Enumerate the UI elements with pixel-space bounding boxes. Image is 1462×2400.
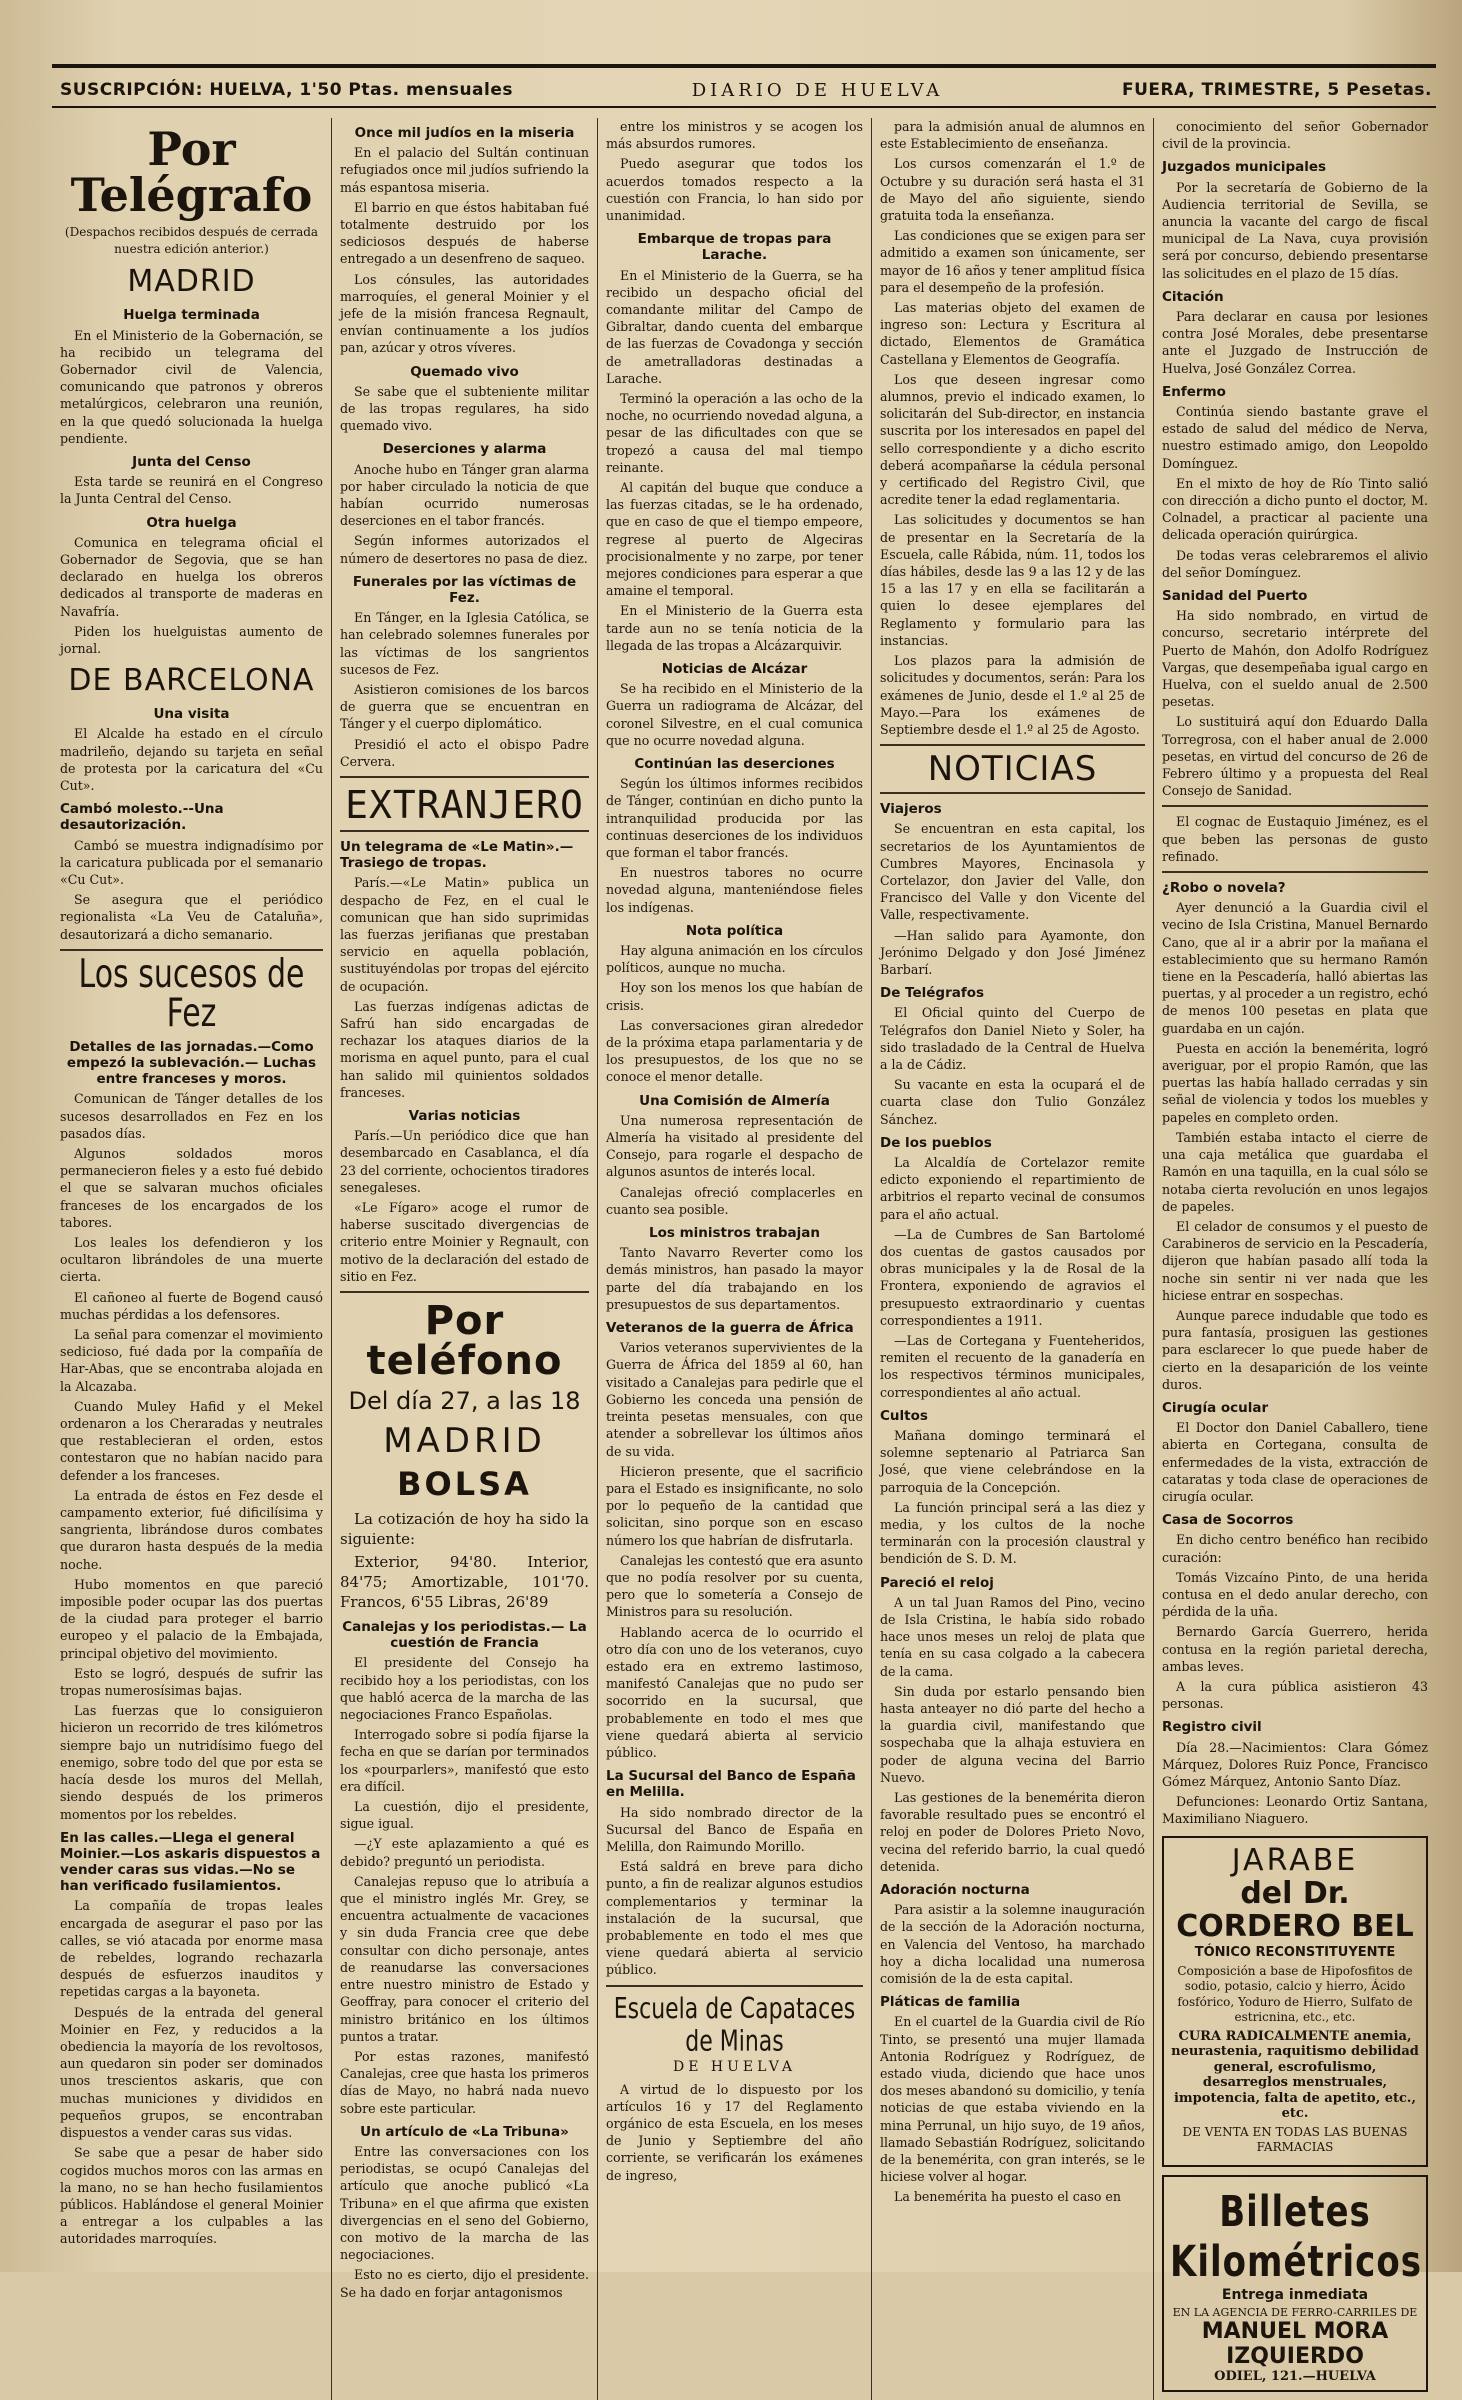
- article-text: En el Ministerio de la Guerra esta tarde aun no se tenía noticia de la llegada de las tropas a Alcázarquivir.: [606, 603, 863, 653]
- article-text: Ayer denunció a la Guardia civil el vecino de Isla Cristina, Manuel Bernardo Cano, que al ir a abrir por la mañana el establecimiento que su hermano Ramón tiene en la Pescadería, halló abiertas las puertas, y al proceder a un registro, echó de menos 100 pesetas en plata que guardaba en un cajón.: [1162, 900, 1428, 1036]
- section-subtitle: DE HUELVA: [672, 2058, 797, 2075]
- article-text: El presidente del Consejo ha recibido hoy a los periodistas, con los que habló acerca de la marcha de las negociaciones Franco Españolas.: [340, 1655, 589, 1723]
- article-heading: Una Comisión de Almería: [639, 1092, 830, 1109]
- divider: [340, 1291, 589, 1293]
- article-text: Hay alguna animación en los círculos políticos, aunque no mucha.: [606, 943, 863, 976]
- article-heading: ¿Robo o novela?: [1162, 880, 1286, 897]
- article-heading: Quemado vivo: [410, 363, 519, 380]
- article-heading: Veteranos de la guerra de África: [606, 1320, 854, 1337]
- article-text: Las gestiones de la benemérita dieron favorable resultado pues se encontró el reloj en poder de Dolores Prieto Novo, vecina del referido barrio, la cual quedó detenida.: [880, 1790, 1145, 1874]
- article-text: A virtud de lo dispuesto por los artículos 16 y 17 del Reglamento orgánico de esta Escuela, en los meses de Junio y Septiembre del año corriente, se verificarán los exámenes de ingreso,: [606, 2081, 863, 2183]
- article-text: El barrio en que éstos habitaban fué totalmente destruido por los sediciosos después de haberse entregado a un desenfreno de saqueo.: [340, 199, 589, 267]
- ad-manuel: MANUEL MORA IZQUIERDO: [1201, 2318, 1389, 2369]
- article-text: —La de Cumbres de San Bartolomé dos cuentas de gastos causados por obras municipales y la de Rosal de la Frontera, exponiendo de agravios el presupuesto extraordinario y cuentas correspondientes a 1911.: [880, 1226, 1145, 1328]
- article-heading: Detalles de las jornadas.—Como empezó la sublevación.— Luchas entre franceses y moros.: [66, 1038, 317, 1088]
- article-text: para la admisión anual de alumnos en este Establecimiento de enseñanza.: [880, 119, 1145, 152]
- article-text: Hablando acerca de lo ocurrido el otro día con uno de los veteranos, cuyo estado era en extremo lastimoso, manifestó Canalejas que no pudo ser socorrido en la sucursal, que probablemente en todo el mes que viene quedará abierta al servicio público.: [606, 1624, 863, 1760]
- date-line: Del día 27, a las 18: [348, 1387, 581, 1416]
- article-text: El Doctor don Daniel Caballero, tiene abierta en Cortegana, consulta de enfermedades de la vista, extracción de cataratas y toda clase de operaciones de cirugía ocular.: [1162, 1420, 1428, 1504]
- article-text: Esto se logró, después de sufrir las tropas numerosísimas bajas.: [60, 1665, 323, 1699]
- article-text: Defunciones: Leonardo Ortiz Santana, Maximiliano Niaguero.: [1162, 1794, 1428, 1827]
- article-text: Comunican de Tánger detalles de los sucesos desarrollados en Fez en los pasados días.: [60, 1091, 323, 1141]
- article-text: A un tal Juan Ramos del Pino, vecino de Isla Cristina, le había sido robado hace unos meses un reloj de plata que tenía en su casa colgado a la cabecera de la cama.: [880, 1594, 1145, 1679]
- article-text: También estaba intacto el cierre de una caja metálica que guardaba el Ramón en una taquilla, en la cual sólo se notaba cierta revolución en unos legajos de papeles.: [1162, 1129, 1428, 1214]
- article-text: La entrada de éstos en Fez desde el campamento exterior, fué dificilísima y sangrienta, librándose duros combates que duraron hasta después de la media noche.: [60, 1487, 323, 1572]
- column-5: [1154, 118, 1436, 2400]
- article-heading: Pareció el reloj: [880, 1574, 994, 1591]
- article-text: Se ha recibido en el Ministerio de la Guerra un radiograma de Alcázar, del coronel Silvestre, en el cual comunica que no ocurre novedad alguna.: [606, 681, 863, 748]
- article-heading: Cambó molesto.--Una desautorización.: [60, 801, 224, 834]
- article-text: Se sabe que a pesar de haber sido cogidos muchos moros con las armas en la mano, no se han hecho fusilamientos públicos. Hablándose el general Moinier a entregar a los culpables a las autoridades marroquíes.: [60, 2145, 323, 2247]
- article-text: Por la secretaría de Gobierno de la Audiencia territorial de Sevilla, se anuncia la vacante del cargo de fiscal municipal de La Nava, cuya provisión será por concurso, debiendo presentarse las solicitudes en el plazo de 15 días.: [1162, 179, 1428, 281]
- article-text: Mañana domingo terminará el solemne septenario al Patriarca San José, que viene celebrándose en la parroquia de la Concepción.: [880, 1427, 1145, 1495]
- article-text: En el Ministerio de la Gobernación, se ha recibido un telegrama del Gobernador civil de Valencia, comunicando que patronos y obreros metalúrgicos, celebraron una reunión, en la que quedó solucionada la huelga pendiente.: [60, 327, 323, 446]
- article-text: Las solicitudes y documentos se han de presentar en la Secretaría de la Escuela, calle Rábida, núm. 11, todos los días hábiles, desde las 9 a las 12 y de las 15 a las 17 y en ella se facilitarán a quien lo desee ejemplares del Reglamento y formulario para las instancias.: [880, 512, 1145, 648]
- ad-composition: Composición a base de Hipofosfitos de sodio, potasio, calcio y hierro, Ácido fosfórico, Yoduro de Hierro, Sulfato de estricnina, etc., etc.: [1177, 1963, 1413, 2025]
- article-text: Su vacante en esta la ocupará el de cuarta clase don Tulio González Sánchez.: [880, 1077, 1145, 1127]
- article-text: París.—«Le Matin» publica un despacho de Fez, en el cual le comunican que han sido suprimidas las fuerzas jerifianas que prestaban servicio en aquella población, sustituyéndolas por tropas del ejército de ocupación.: [340, 875, 589, 994]
- article-text: Las fuerzas que lo consiguieron hicieron un recorrido de tres kilómetros siempre bajo un nutridísimo fuego del enemigo, sobre todo del que por esta se hacía desde los muros del Mellah, siendo después de los primeros momentos por los rebeldes.: [60, 1703, 323, 1822]
- article-text: Hicieron presente, que el sacrificio para el Estado es insignificante, no solo por lo pequeño de la cantidad que solicitan, sino porque son en escaso número los que habrían de disfrutarla.: [606, 1463, 863, 1548]
- article-text: Según informes autorizados el número de desertores no pasa de diez.: [340, 533, 589, 566]
- article-text: Puesta en acción la benemérita, logró averiguar, por el propio Ramón, que las puertas las había hallado cerradas y sin señal de violencia y todos los muebles y papeles en completo orden.: [1162, 1040, 1428, 1125]
- article-text: Ha sido nombrado, en virtud de concurso, secretario intérprete del Puerto de Mahón, don Adolfo Rodríguez Vargas, que desempeñaba igual cargo en Huelva, con el sueldo anual de 2.500 pesetas.: [1162, 608, 1428, 710]
- article-text: En Tánger, en la Iglesia Católica, se han celebrado solemnes funerales por las víctimas de los sangrientos sucesos de Fez.: [340, 610, 589, 677]
- article-text: Esto no es cierto, dijo el presidente. Se ha dado en forjar antagonismos: [340, 2267, 589, 2300]
- article-heading: De Telégrafos: [880, 985, 985, 1002]
- article-text: Cuando Muley Hafid y el Mekel ordenaron a los Cheraradas y neutrales que restablecieran el orden, estos contestaron que no habían nacido para defender a los franceses.: [60, 1398, 323, 1483]
- article-heading: Viajeros: [880, 801, 942, 818]
- article-text: En el palacio del Sultán continuan refugiados once mil judíos sufriendo la más espantosa miseria.: [340, 145, 589, 195]
- article-text: Canalejas repuso que lo atribuía a que el ministro inglés Mr. Grey, se encuentra actualmente de vacaciones y sin duda Francia cree que debe consultar con dicho personaje, antes de reanudarse las conversaciones entre nuestro ministro de Estado y Geoffray, para conocer el criterio del ministro británico en los últimos puntos a tratar.: [340, 1873, 589, 2044]
- article-text: Canalejas les contestó que era asunto que no podía resolver por su cuenta, pero que lo sometería a Consejo de Ministros para su resolución.: [606, 1552, 863, 1620]
- jarabe-advertisement: [1162, 1836, 1428, 2167]
- article-text: Interrogado sobre si podía fijarse la fecha en que se darían por terminados los «pourparlers», manifestó que esto era difícil.: [340, 1727, 589, 1794]
- section-title: NOTICIAS: [880, 744, 1145, 794]
- article-text: Comunica en telegrama oficial el Gobernador de Segovia, que se han declarado en huelga los obreros dedicados al transporte de maderas en Navafría.: [60, 534, 323, 619]
- article-heading: Junta del Censo: [132, 454, 251, 471]
- article-text: Los cursos comenzarán el 1.º de Octubre y su duración será hasta el 31 de Mayo del año siguiente, siendo gratuita toda la enseñanza.: [880, 156, 1145, 224]
- article-text: Sin duda por estarlo pensando bien hasta anteayer no dió parte del hecho a la guardia civil, manifestando que sospechaba que la alhaja estuviera en poder de alguna vecina del Barrio Nuevo.: [880, 1683, 1145, 1785]
- ad-tonico-subtitle: TÓNICO RECONSTITUYENTE: [1194, 1944, 1396, 1960]
- article-heading: Canalejas y los periodistas.— La cuestión de Francia: [342, 1619, 587, 1652]
- article-heading: Pláticas de familia: [880, 1994, 1021, 2011]
- article-text: Está saldrá en breve para dicho punto, a fin de realizar algunos estudios complementarios y terminar la instalación de la sucursal, que probablemente en todo el mes que viene quedará abierta al servicio público.: [606, 1859, 863, 1978]
- section-title: Por teléfono: [366, 1298, 563, 1385]
- article-text: Aunque parece indudable que todo es pura fantasía, prosiguen las gestiones para esclarecer lo que puede haber de cierto en la desaparición de los veinte duros.: [1162, 1307, 1428, 1392]
- article-text: En el cuartel de la Guardia civil de Río Tinto, se presentó una mujer llamada Antonia Rodríguez y Rodríguez, de estado viuda, diciendo que hace unos dos meses abandonó su domicilio, y tenía noticias de que estaba viviendo en la mina Perrunal, un hijo suyo, de 19 años, llamado Sebastián Rodríguez, solicitando de la benemérita, con gran interés, se le hiciese volver al hogar.: [880, 2014, 1145, 2185]
- article-text: Los leales los defendieron y los ocultaron librándoles de una muerte cierta.: [60, 1235, 323, 1285]
- article-text: «Le Fígaro» acoge el rumor de haberse suscitado divergencias de criterio entre Moinier y Regnault, con motivo de la declaración del estado de sitio en Fez.: [340, 1200, 589, 1284]
- article-text: Las conversaciones giran alrededor de la próxima etapa parlamentaria y de los presupuestos, de los que no se conoce el menor detalle.: [606, 1017, 863, 1085]
- article-text: Tomás Vizcaíno Pinto, de una herida contusa en el dedo anular derecho, con pérdida de la uña.: [1162, 1569, 1428, 1620]
- article-text: A la cura pública asistieron 43 personas.: [1162, 1678, 1428, 1712]
- bolsa-heading: BOLSA: [397, 1465, 532, 1504]
- article-text: El Alcalde ha estado en el círculo madrileño, dejando su tarjeta en señal de protesta por la caricatura del «Cu Cut».: [60, 726, 323, 794]
- article-text: —Han salido para Ayamonte, don Jerónimo Delgado y don José Jiménez Barbarí.: [880, 927, 1145, 977]
- article-text: Los que deseen ingresar como alumnos, previo el indicado examen, lo solicitarán del Sub-director, en instancia suscrita por los interesados en papel del sello correspondiente y a dicho escrito deberá acompañarse la cédula personal y certificado del Registro Civil, que acredite tener la edad reglamentaria.: [880, 371, 1145, 508]
- article-heading: Enfermo: [1162, 383, 1226, 400]
- article-heading: Funerales por las víctimas de Fez.: [352, 573, 577, 607]
- article-heading: Un artículo de «La Tribuna»: [360, 2123, 569, 2140]
- article-text: De todas veras celebraremos el alivio del señor Domínguez.: [1162, 547, 1428, 580]
- article-text: Día 28.—Nacimientos: Clara Gómez Márquez, Dolores Ruiz Ponce, Francisco Gómez Márquez, Antonio Santo Díaz.: [1162, 1739, 1428, 1789]
- article-text: En dicho centro benéfico han recibido curación:: [1162, 1532, 1428, 1565]
- article-text: La Alcaldía de Cortelazor remite edicto exponiendo el repartimiento de arbitrios el reparto vecinal de consumos para el año actual.: [880, 1154, 1145, 1222]
- column-4: [872, 118, 1154, 2400]
- article-text: La cuestión, dijo el presidente, sigue igual.: [340, 1799, 589, 1832]
- article-text: En el Ministerio de la Guerra, se ha recibido un despacho oficial del comandante militar del Campo de Gibraltar, dando cuenta del embarque de las fuerzas de Covadonga y sección de ametralladoras destinadas a Larache.: [606, 267, 863, 386]
- column-2: [332, 118, 598, 2400]
- article-heading: Sanidad del Puerto: [1162, 588, 1308, 605]
- article-text: Anoche hubo en Tánger gran alarma por haber circulado la noticia de que habían ocurrido numerosas deserciones en el tabor francés.: [340, 461, 589, 529]
- article-text: Para asistir a la solemne inauguración de la sección de la Adoración nocturna, en Valencia del Ventoso, ha marchado hoy a dicha localidad una numerosa comisión de la de esta capital.: [880, 1902, 1145, 1987]
- divider: [1162, 805, 1428, 807]
- article-text: Por estas razones, manifestó Canalejas, cree que hasta los primeros días de Mayo, no habrá nada nuevo sobre este particular.: [340, 2048, 589, 2116]
- column-1: [52, 118, 332, 2400]
- ad-entrega: Entrega inmediata: [1221, 2286, 1369, 2303]
- article-text: —¿Y este aplazamiento a qué es debido? preguntó un periodista.: [340, 1836, 589, 1869]
- article-text: Continúa siendo bastante grave el estado de salud del médico de Nerva, nuestro estimado amigo, don Leopoldo Domínguez.: [1162, 404, 1428, 471]
- city-heading: MADRID: [383, 1421, 546, 1462]
- article-text: Los plazos para la admisión de solicitudes y documentos, serán: Para los exámenes de Junio, desde el 1.º al 25 de Mayo.—Para los exámenes de Septiembre desde el 1.º al 25 de Agosto.: [880, 653, 1145, 737]
- article-text: Puedo asegurar que todos los acuerdos tomados respecto a la cuestión con Francia, lo han sido por unanimidad.: [606, 156, 863, 224]
- article-heading: Casa de Socorros: [1162, 1512, 1294, 1529]
- article-heading: La Sucursal del Banco de España en Melilla.: [606, 1768, 856, 1801]
- article-text: Para declarar en causa por lesiones contra José Morales, debe presentarse ante el Juzgado de Instrucción de Huelva, José González Correa.: [1162, 309, 1428, 376]
- article-text: Las fuerzas indígenas adictas de Safrú han sido encargadas de rechazar los ataques diarios de la morisma en aquel punto, para el cual han salido mil quinientos soldados franceses.: [340, 998, 589, 1100]
- article-heading: Once mil judíos en la miseria: [354, 125, 575, 141]
- ad-cura: CURA RADICALMENTE anemia, neurastenia, raquitismo debilidad general, escrofulismo, desarreglos menstruales, impotencia, falta de apetito, etc., etc.: [1171, 2028, 1419, 2122]
- article-text: Presidió el acto el obispo Padre Cervera.: [340, 736, 589, 769]
- ad-agencia: EN LA AGENCIA DE FERRO-CARRILES DE: [1172, 2305, 1418, 2319]
- article-text: Hoy son los menos los que habían de crisis.: [606, 980, 863, 1013]
- article-heading: Cirugía ocular: [1162, 1399, 1269, 1416]
- section-title: Por Telégrafo: [70, 122, 313, 222]
- article-heading: Cultos: [880, 1407, 928, 1424]
- section-title: Escuela de Capataces de Minas: [613, 1993, 856, 2059]
- city-heading: MADRID: [127, 264, 256, 300]
- article-text: La función principal será a las diez y media, y los cultos de la noche terminarán con la procesión claustral y bendición de S. D. M.: [880, 1499, 1145, 1567]
- article-text: La benemérita ha puesto el caso en: [894, 2189, 1121, 2205]
- article-text: En nuestros tabores no ocurre novedad alguna, manteniéndose fieles los indígenas.: [606, 865, 863, 915]
- article-heading: De los pueblos: [880, 1134, 992, 1151]
- article-text: Ha sido nombrado director de la Sucursal del Banco de España en Melilla, don Raimundo Morillo.: [606, 1804, 863, 1854]
- masthead-rule-bottom: [52, 106, 1436, 108]
- article-heading: En las calles.—Llega el general Moinier.—Los askaris dispuestos a vender caras sus vidas.—No se han verificado fusilamientos.: [60, 1829, 321, 1895]
- article-text: Las condiciones que se exigen para ser admitido a examen son únicamente, ser mayor de 16 años y tener amplitud física para el desempeño de la profesión.: [880, 228, 1145, 295]
- article-heading: Continúan las deserciones: [634, 756, 835, 773]
- article-text: Según los últimos informes recibidos de Tánger, continúan en dicho punto la intranquilidad producida por las continuas deserciones de los individuos que forman el tabor francés.: [606, 776, 863, 861]
- billetes-advertisement: [1162, 2175, 1428, 2392]
- article-text: Se asegura que el periódico regionalista «La Veu de Cataluña», desautorizará a dicho semanario.: [60, 892, 323, 942]
- article-text: Piden los huelguistas aumento de jornal.: [60, 623, 323, 657]
- article-text: Una numerosa representación de Almería ha visitado al presidente del Consejo, para rogarle el despacho de algunos asuntos de interés local.: [606, 1112, 863, 1180]
- article-text: La compañía de tropas leales encargada de asegurar el paso por las calles, se vió atacada por enorme masa de rebeldes, logrando rechazarla después de esfuerzos inauditos y repetidas cargas a la bayoneta.: [60, 1898, 323, 2000]
- cognac-ad: El cognac de Eustaquio Jiménez, es el que beben las personas de gusto refinado.: [1162, 814, 1428, 864]
- article-heading: Registro civil: [1162, 1719, 1262, 1736]
- divider: [340, 776, 589, 778]
- divider: [60, 949, 323, 951]
- article-heading: Un telegrama de «Le Matin».— Trasiego de tropas.: [340, 839, 574, 872]
- ad-odiel-address: ODIEL, 121.—HUELVA: [1214, 2368, 1376, 2384]
- article-heading: Deserciones y alarma: [382, 441, 547, 458]
- article-text: Esta tarde se reunirá en el Congreso la Junta Central del Censo.: [60, 474, 323, 507]
- article-text: Las materias objeto del examen de ingreso son: Lectura y Escritura al dictado, Elementos de Gramática Castellana y Elementos de Geografía.: [880, 300, 1145, 367]
- article-text: Se encuentran en esta capital, los secretarios de los Ayuntamientos de Cumbres Mayores, Encinasola y Cortelazor, don Javier del Valle, don Francisco del Valle y don Vicente del Valle, respectivamente.: [880, 821, 1145, 923]
- article-text: Cambó se muestra indignadísimo por la caricatura publicada por el semanario «Cu Cut».: [60, 837, 323, 887]
- article-text: Bernardo García Guerrero, herida contusa en la región parietal derecha, ambas leves.: [1162, 1624, 1428, 1674]
- article-heading: Nota política: [685, 922, 784, 939]
- bolsa-intro: La cotización de hoy ha sido la siguiente:: [340, 1510, 589, 1549]
- article-text: —Las de Cortegana y Fuenteheridos, remiten el recuento de la ganadería en los respectivos términos municipales, correspondientes al año actual.: [880, 1332, 1145, 1400]
- ad-billetes-title: Billetes Kilométricos: [1170, 2186, 1422, 2287]
- article-text: Lo sustituirá aquí don Eduardo Dalla Torregrosa, con el haber anual de 2.000 pesetas, en virtud del concurso de 26 de Febrero último y a propuesta del Real Consejo de Sanidad.: [1162, 714, 1428, 799]
- article-text: Al capitán del buque que conduce a las fuerzas citadas, se le ha ordenado, que en caso de que el tiempo empeore, regrese al puerto de Algeciras procisionalmente y no zarpe, por tener mejores condiciones para esperar a que amaine el temporal.: [606, 480, 863, 599]
- section-note: (Despachos recibidos después de cerrada nuestra edición anterior.): [64, 225, 319, 257]
- ad-cordero-title: del Dr. CORDERO BEL: [1176, 1875, 1414, 1944]
- article-text: Asistieron comisiones de los barcos de guerra que se encuentran en Tánger y el cuerpo diplomático.: [340, 682, 589, 732]
- masthead: [60, 76, 1432, 104]
- article-heading: Una visita: [153, 706, 230, 723]
- article-text: Terminó la operación a las ocho de la noche, no ocurriendo novedad alguna, a pesar de las dificultades con que se tropezó a causa del mal tiempo reinante.: [606, 391, 863, 475]
- masthead-rule-top: [52, 64, 1436, 68]
- article-text: Algunos soldados moros permanecieron fieles y a esto fué debido el que se salvaran muchos oficiales franceses de los encargados de los tabores.: [60, 1145, 323, 1230]
- article-text: Hubo momentos en que pareció imposible poder ocupar las dos puertas de la ciudad para proteger el barrio europeo y el palacio de la Embajada, principal objetivo del movimiento.: [60, 1576, 323, 1661]
- article-text: conocimiento del señor Gobernador civil de la provincia.: [1162, 119, 1428, 152]
- newspaper-name: DIARIO DE HUELVA: [691, 79, 944, 101]
- ad-jarabe-title: JARABE: [1231, 1842, 1359, 1878]
- column-3: [598, 118, 872, 2400]
- article-heading: Embarque de tropas para Larache.: [637, 231, 832, 264]
- article-heading: Otra huelga: [146, 514, 237, 531]
- subscription-outside: FUERA, TRIMESTRE, 5 Pesetas.: [1122, 80, 1432, 100]
- article-text: entre los ministros y se acogen los más absurdos rumores.: [606, 119, 863, 152]
- article-text: París.—Un periódico dice que han desembarcado en Casablanca, el día 23 del corriente, ochocientos tiradores senegaleses.: [340, 1128, 589, 1195]
- article-text: En el mixto de hoy de Río Tinto salió con dirección a dicho punto el doctor, M. Colnadel, a practicar al paciente una delicada operación quirúrgica.: [1162, 475, 1428, 543]
- article-heading: Los ministros trabajan: [648, 1225, 821, 1242]
- columns: [52, 118, 1436, 2384]
- divider: [340, 830, 589, 832]
- city-heading: DE BARCELONA: [68, 663, 315, 699]
- article-text: Tanto Navarro Reverter como los demás ministros, han pasado la mayor parte del día trabajando en los presupuestos de sus departamentos.: [606, 1245, 863, 1312]
- article-text: Se sabe que el subteniente militar de las tropas regulares, ha sido quemado vivo.: [340, 383, 589, 434]
- article-heading: Adoración nocturna: [880, 1882, 1030, 1899]
- article-text: El celador de consumos y el puesto de Carabineros de servicio en la Pescadería, dijeron que habían pasado allí toda la noche sin sentir ni ver nada que les hiciese entrar en sospechas.: [1162, 1218, 1428, 1303]
- article-text: Varios veteranos supervivientes de la Guerra de África del 1859 al 60, han visitado a Canalejas para pedirle que el Gobierno les conceda una pensión de treinta pesetas mensuales, con que atender a sobrellevar los últimos años de su vida.: [606, 1340, 863, 1459]
- article-heading: Huelga terminada: [123, 307, 260, 324]
- article-heading: Citación: [1162, 288, 1224, 305]
- divider: [606, 1985, 863, 1987]
- subscription-huelva: SUSCRIPCIÓN: HUELVA, 1'50 Ptas. mensuales: [60, 80, 514, 100]
- article-heading: Noticias de Alcázar: [661, 661, 808, 678]
- article-text: La señal para comenzar el movimiento sedicioso, fué dada por la compañía de Har-Abas, que se encontraba alojada en la Alcazaba.: [60, 1327, 323, 1394]
- article-text: Los cónsules, las autoridades marroquíes, el general Moinier y el jefe de la misión francesa Regnault, envían continuamente a los judíos pan, azúcar y otros víveres.: [340, 271, 589, 356]
- article-text: El cañoneo al fuerte de Bogend causó muchas pérdidas a los defensores.: [60, 1289, 323, 1322]
- section-title: EXTRANJERO: [345, 783, 584, 828]
- article-text: El Oficial quinto del Cuerpo de Telégrafos don Daniel Nieto y Soler, ha sido trasladado de la Central de Huelva a la de Cádiz.: [880, 1005, 1145, 1072]
- article-heading: Varias noticias: [408, 1108, 521, 1125]
- ad-venta: DE VENTA EN TODAS LAS BUENAS FARMACIAS: [1182, 2124, 1408, 2155]
- article-heading: Juzgados municipales: [1162, 159, 1327, 176]
- article-text: Canalejas ofreció complacerles en cuanto sea posible.: [606, 1184, 863, 1217]
- bolsa-quotes: Exterior, 94'80. Interior, 84'75; Amortizable, 101'70. Francos, 6'55 Libras, 26'89: [340, 1553, 589, 1612]
- article-text: Entre las conversaciones con los periodistas, se ocupó Canalejas del artículo que anoche publicó «La Tribuna» en el que afirma que existen divergencias en el seno del Gobierno, con motivo de la marcha de las negociaciones.: [340, 2143, 589, 2263]
- section-title: Los sucesos de Fez: [78, 951, 305, 1037]
- article-text: Después de la entrada del general Moinier en Fez, y reducidos a la obediencia la mayoría de los revoltosos, aun quedaron sin poder ser dominados unos trescientos askaris, que con muchas municiones y divididos en pequeños grupos, se encontraban dispuestos a vender caras sus vidas.: [60, 2004, 323, 2141]
- divider: [1162, 871, 1428, 873]
